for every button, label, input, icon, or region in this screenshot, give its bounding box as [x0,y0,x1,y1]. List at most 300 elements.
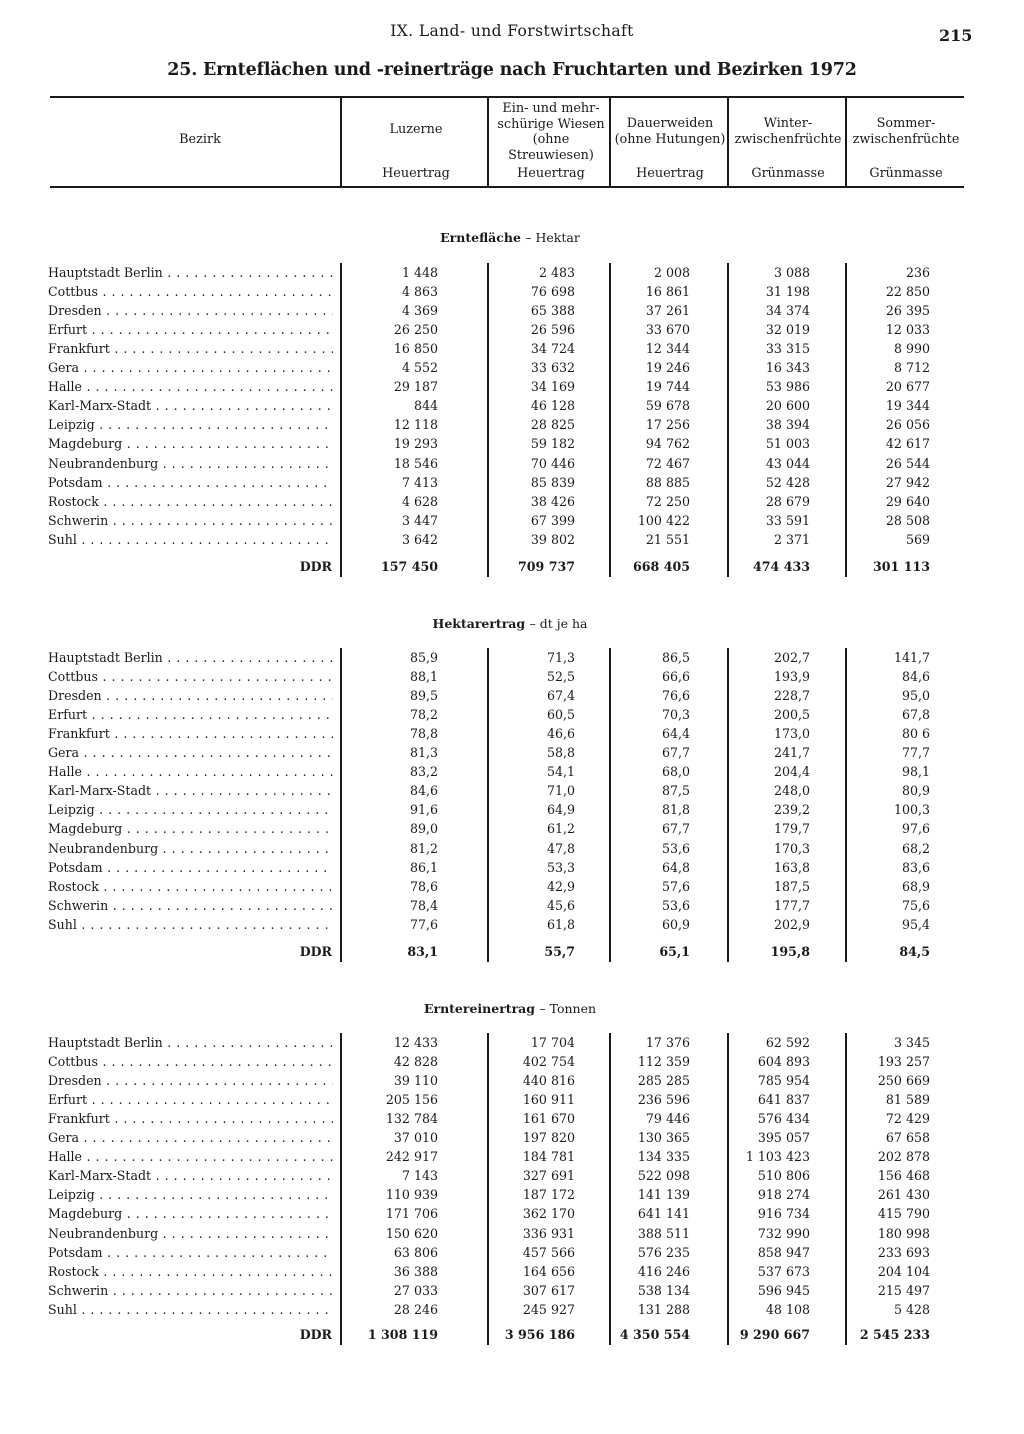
table-cell: 89,5 [409,688,438,704]
table-cell: 78,2 [409,707,438,723]
row-label-bezirk: Hauptstadt Berlin . . . [48,1035,333,1050]
table-cell: 916 734 [757,1206,810,1222]
row-label-bezirk: Karl-Marx-Stadt . . . [48,783,333,798]
table-cell: 732 990 [757,1225,810,1241]
table-cell: 72 429 [885,1111,930,1127]
table-cell: 60,5 [546,707,575,723]
table-cell: 31 198 [765,284,810,300]
row-label-bezirk: Hauptstadt Berlin . . . [48,265,333,280]
row-label-bezirk: Suhl . . . [48,532,333,547]
table-cell: 3 345 [893,1035,930,1050]
table-cell: 39 802 [530,531,575,547]
table-cell: 205 156 [385,1092,438,1108]
row-label-bezirk: Rostock . . . [48,879,333,894]
page-number: 215 [939,26,973,45]
table-cell: 16 861 [645,284,690,300]
table-cell: 88,1 [409,669,438,685]
table-cell: 5 428 [893,1301,930,1317]
table-cell: 86,5 [661,650,690,665]
table-cell: 197 820 [522,1130,575,1146]
total-cell: 668 405 [633,559,690,574]
table-cell: 67 399 [530,512,575,528]
table-cell: 33 591 [765,512,810,528]
total-cell: 2 545 233 [859,1327,930,1342]
table-cell: 68,2 [901,840,930,856]
table-row [0,745,1024,764]
table-cell: 141 139 [637,1187,690,1203]
table-row [0,284,1024,303]
table-cell: 61,8 [546,916,575,932]
table-cell: 242 917 [385,1149,438,1165]
total-row [0,559,1024,578]
table-cell: 388 511 [637,1225,690,1241]
table-cell: 71,3 [546,650,575,665]
table-row [0,1111,1024,1130]
table-row [0,379,1024,398]
col-header-dauerweiden-line1: Dauerweiden [626,116,714,131]
col-header-wiesen [490,101,612,163]
row-label-bezirk: Frankfurt . . . [48,1111,333,1126]
table-cell: 81,2 [409,840,438,856]
table-row [0,398,1024,417]
table-row [0,707,1024,726]
table-cell: 187 172 [522,1187,575,1203]
table-cell: 576 434 [757,1111,810,1127]
table-cell: 42 828 [393,1054,438,1070]
table-cell: 858 947 [757,1244,810,1260]
table-cell: 78,6 [409,878,438,894]
table-cell: 80,9 [901,783,930,799]
table-cell: 77,6 [409,916,438,932]
col-header-sommer [848,116,964,147]
row-label-bezirk: Karl-Marx-Stadt . . . [48,1168,333,1183]
table-cell: 70,3 [661,707,690,723]
table-cell: 85,9 [409,650,438,665]
table-cell: 77,7 [901,745,930,761]
col-header-winter-line2: zwischenfrüchte [734,131,842,147]
row-label-bezirk: Potsdam . . . [48,475,333,490]
table-row [0,1226,1024,1245]
total-row [0,1327,1024,1346]
table-cell: 34 724 [530,341,575,357]
table-cell: 4 863 [401,284,438,300]
col-header-bezirk: Bezirk [179,132,221,147]
header-column-rule [340,98,342,186]
row-label-bezirk: Dresden . . . [48,1073,333,1088]
section-title-text: Hektarertrag [432,616,526,631]
table-cell: 34 169 [530,379,575,395]
table-row [0,360,1024,379]
table-row [0,436,1024,455]
table-cell: 88 885 [645,474,690,490]
row-label-bezirk: Halle . . . [48,1149,333,1164]
table-cell: 4 369 [401,303,438,319]
table-cell: 86,1 [409,859,438,875]
row-label-bezirk: Leipzig . . . [48,1187,333,1202]
header-bottom-rule [50,186,964,188]
section-title [340,230,680,245]
table-cell: 641 837 [757,1092,810,1108]
table-cell: 250 669 [877,1073,930,1089]
row-label-bezirk: Magdeburg . . . [48,436,333,451]
row-label-bezirk: Dresden . . . [48,688,333,703]
section-title-text: Erntereinertrag [423,1001,535,1016]
total-cell: 474 433 [753,559,810,574]
table-cell: 537 673 [757,1263,810,1279]
table-cell: 26 596 [530,322,575,338]
table-cell: 285 285 [637,1073,690,1089]
table-row [0,417,1024,436]
row-label-bezirk: Potsdam . . . [48,860,333,875]
row-label-bezirk: Hauptstadt Berlin . . . [48,650,333,665]
table-cell: 89,0 [409,821,438,837]
table-cell: 233 693 [877,1244,930,1260]
section-unit: – Hektar [525,230,580,245]
table-cell: 131 288 [637,1301,690,1317]
total-cell: 195,8 [770,944,810,959]
header-column-rule [487,98,489,186]
row-label-bezirk: Frankfurt . . . [48,341,333,356]
row-label-bezirk: Erfurt . . . [48,1092,333,1107]
row-label-bezirk: Cottbus . . . [48,669,333,684]
table-row [0,303,1024,322]
table-cell: 28 246 [393,1301,438,1317]
table-cell: 8 712 [893,360,930,376]
table-cell: 51 003 [765,436,810,452]
table-cell: 4 552 [401,360,438,376]
table-cell: 57,6 [661,878,690,894]
table-cell: 510 806 [757,1168,810,1184]
table-cell: 26 544 [885,455,930,471]
table-cell: 179,7 [773,821,810,837]
table-cell: 53,3 [546,859,575,875]
table-cell: 52,5 [546,669,575,685]
table-row [0,1283,1024,1302]
table-cell: 12 118 [393,417,438,433]
table-cell: 39 110 [393,1073,438,1089]
table-cell: 248,0 [773,783,810,799]
row-label-bezirk: Dresden . . . [48,303,333,318]
table-cell: 134 335 [637,1149,690,1165]
table-cell: 67,8 [901,707,930,723]
table-cell: 16 343 [765,360,810,376]
section-title-text: Erntefläche [440,230,521,245]
header-column-rule [845,98,847,186]
row-label-bezirk: Halle . . . [48,379,333,394]
col-header-wiesen-line1: Ein- und mehr- [502,101,600,116]
table-row [0,917,1024,936]
table-cell: 33 670 [645,322,690,338]
table-row [0,1073,1024,1092]
table-cell: 53,6 [661,897,690,913]
total-cell: 84,5 [899,944,930,959]
table-cell: 150 620 [385,1225,438,1241]
col-header-winter-line1: Winter- [763,116,813,131]
table-cell: 4 628 [401,493,438,509]
table-cell: 59 182 [530,436,575,452]
col-header-dauerweiden-line2: (ohne Hutungen) [614,131,726,147]
table-cell: 19 744 [645,379,690,395]
table-cell: 236 [905,265,930,280]
chapter-heading: IX. Land- und Forstwirtschaft [390,22,634,40]
table-cell: 17 256 [645,417,690,433]
table-row [0,879,1024,898]
row-label-bezirk: Cottbus . . . [48,1054,333,1069]
table-cell: 37 010 [393,1130,438,1146]
row-label-bezirk: Magdeburg . . . [48,1206,333,1221]
table-title: 25. Ernteflächen und -reinerträge nach Fruchtarten und Bezirken 1972 [167,60,857,80]
table-cell: 12 033 [885,322,930,338]
table-cell: 97,6 [901,821,930,837]
table-cell: 65 388 [530,303,575,319]
table-cell: 7 143 [401,1168,438,1184]
section-unit: – dt je ha [529,616,588,631]
section-title [340,616,680,631]
table-cell: 29 640 [885,493,930,509]
table-cell: 844 [413,398,438,414]
table-cell: 28 679 [765,493,810,509]
table-cell: 141,7 [893,650,930,665]
table-row [0,532,1024,551]
row-label-bezirk: Suhl . . . [48,1302,333,1317]
unit-dauerweiden: Heuertrag [636,166,704,181]
table-cell: 38 426 [530,493,575,509]
table-cell: 1 448 [401,265,438,280]
table-cell: 81,8 [661,802,690,818]
table-cell: 193,9 [773,669,810,685]
table-cell: 83,2 [409,764,438,780]
total-cell: 4 350 554 [619,1327,690,1342]
table-cell: 156 468 [877,1168,930,1184]
table-cell: 641 141 [637,1206,690,1222]
table-cell: 1 103 423 [745,1149,810,1165]
col-header-sommer-line2: zwischenfrüchte [852,131,960,147]
table-row [0,513,1024,532]
table-cell: 61,2 [546,821,575,837]
table-cell: 12 433 [393,1035,438,1050]
table-cell: 19 344 [885,398,930,414]
row-label-bezirk: Potsdam . . . [48,1245,333,1260]
table-row [0,726,1024,745]
table-cell: 81,3 [409,745,438,761]
table-cell: 8 990 [893,341,930,357]
table-row [0,1187,1024,1206]
table-row [0,1168,1024,1187]
table-cell: 94 762 [645,436,690,452]
table-cell: 26 395 [885,303,930,319]
table-cell: 83,6 [901,859,930,875]
table-cell: 241,7 [773,745,810,761]
table-cell: 402 754 [522,1054,575,1070]
col-header-dauerweiden [612,116,728,147]
table-cell: 46 128 [530,398,575,414]
table-cell: 204 104 [877,1263,930,1279]
table-cell: 95,0 [901,688,930,704]
table-cell: 63 806 [393,1244,438,1260]
row-label-bezirk: Halle . . . [48,764,333,779]
table-cell: 29 187 [393,379,438,395]
table-cell: 576 235 [637,1244,690,1260]
table-cell: 76 698 [530,284,575,300]
total-label: DDR [299,559,332,574]
table-cell: 2 371 [773,531,810,547]
table-cell: 918 274 [757,1187,810,1203]
table-cell: 27 942 [885,474,930,490]
table-cell: 17 704 [530,1035,575,1050]
table-row [0,1245,1024,1264]
table-cell: 78,8 [409,726,438,742]
table-cell: 2 483 [538,265,575,280]
table-cell: 98,1 [901,764,930,780]
row-label-bezirk: Rostock . . . [48,494,333,509]
table-cell: 110 939 [385,1187,438,1203]
row-label-bezirk: Schwerin . . . [48,513,333,528]
row-label-bezirk: Gera . . . [48,745,333,760]
table-row [0,341,1024,360]
total-cell: 65,1 [659,944,690,959]
unit-wiesen: Heuertrag [517,166,585,181]
table-cell: 67 658 [885,1130,930,1146]
col-header-wiesen-line2: schürige Wiesen [497,116,605,132]
row-label-bezirk: Neubrandenburg . . . [48,1226,333,1241]
table-row [0,1149,1024,1168]
total-cell: 9 290 667 [739,1327,810,1342]
table-cell: 72 467 [645,455,690,471]
table-row [0,1264,1024,1283]
table-cell: 64,8 [661,859,690,875]
section-unit: – Tonnen [539,1001,597,1016]
table-cell: 245 927 [522,1301,575,1317]
col-header-wiesen-line4: Streuwiesen) [508,147,594,163]
table-cell: 161 670 [522,1111,575,1127]
col-header-wiesen-line3: (ohne [532,132,570,147]
table-cell: 27 033 [393,1282,438,1298]
total-cell: 1 308 119 [367,1327,438,1342]
table-cell: 42,9 [546,878,575,894]
table-row [0,802,1024,821]
table-cell: 171 706 [385,1206,438,1222]
table-cell: 416 246 [637,1263,690,1279]
table-cell: 54,1 [546,764,575,780]
table-cell: 53 986 [765,379,810,395]
row-label-bezirk: Gera . . . [48,360,333,375]
table-row [0,898,1024,917]
row-label-bezirk: Magdeburg . . . [48,821,333,836]
row-label-bezirk: Leipzig . . . [48,802,333,817]
table-cell: 18 546 [393,455,438,471]
table-cell: 71,0 [546,783,575,799]
table-row [0,669,1024,688]
table-row [0,650,1024,669]
unit-winter: Grünmasse [751,166,825,181]
row-label-bezirk: Schwerin . . . [48,898,333,913]
table-cell: 68,0 [661,764,690,780]
table-cell: 7 413 [401,474,438,490]
table-cell: 47,8 [546,840,575,856]
table-row [0,1130,1024,1149]
table-cell: 112 359 [637,1054,690,1070]
table-cell: 202,7 [773,650,810,665]
table-row [0,1054,1024,1073]
table-cell: 604 893 [757,1054,810,1070]
table-cell: 38 394 [765,417,810,433]
table-cell: 164 656 [522,1263,575,1279]
header-column-rule [727,98,729,186]
table-cell: 415 790 [877,1206,930,1222]
table-row [0,688,1024,707]
unit-luzerne: Heuertrag [382,166,450,181]
total-cell: 55,7 [544,944,575,959]
table-cell: 36 388 [393,1263,438,1279]
table-cell: 173,0 [773,726,810,742]
row-label-bezirk: Neubrandenburg . . . [48,841,333,856]
table-cell: 239,2 [773,802,810,818]
table-cell: 202,9 [773,916,810,932]
total-cell: 3 956 186 [504,1327,575,1342]
table-cell: 59 678 [645,398,690,414]
table-cell: 28 825 [530,417,575,433]
table-cell: 42 617 [885,436,930,452]
table-cell: 170,3 [773,840,810,856]
table-cell: 60,9 [661,916,690,932]
table-cell: 58,8 [546,745,575,761]
table-row [0,841,1024,860]
section-title [340,1001,680,1016]
total-cell: 301 113 [873,559,930,574]
table-cell: 132 784 [385,1111,438,1127]
table-cell: 163,8 [773,859,810,875]
table-cell: 81 589 [885,1092,930,1108]
table-cell: 37 261 [645,303,690,319]
header-column-rule [609,98,611,186]
row-label-bezirk: Schwerin . . . [48,1283,333,1298]
table-cell: 160 911 [522,1092,575,1108]
table-row [0,764,1024,783]
table-row [0,860,1024,879]
table-cell: 53,6 [661,840,690,856]
table-cell: 522 098 [637,1168,690,1184]
table-cell: 204,4 [773,764,810,780]
total-label: DDR [299,1327,332,1342]
row-label-bezirk: Suhl . . . [48,917,333,932]
table-cell: 569 [905,531,930,547]
row-label-bezirk: Leipzig . . . [48,417,333,432]
table-cell: 19 246 [645,360,690,376]
table-cell: 45,6 [546,897,575,913]
table-cell: 80 6 [901,726,930,742]
table-row [0,821,1024,840]
table-cell: 2 008 [653,265,690,280]
table-cell: 336 931 [522,1225,575,1241]
table-cell: 67,7 [661,745,690,761]
table-cell: 26 250 [393,322,438,338]
table-row [0,456,1024,475]
total-cell: 709 737 [518,559,575,574]
table-cell: 52 428 [765,474,810,490]
table-cell: 64,4 [661,726,690,742]
table-cell: 187,5 [773,878,810,894]
row-label-bezirk: Erfurt . . . [48,322,333,337]
table-cell: 21 551 [645,531,690,547]
table-cell: 12 344 [645,341,690,357]
table-row [0,322,1024,341]
table-cell: 75,6 [901,897,930,913]
table-cell: 177,7 [773,897,810,913]
table-cell: 180 998 [877,1225,930,1241]
row-label-bezirk: Erfurt . . . [48,707,333,722]
table-cell: 46,6 [546,726,575,742]
table-cell: 193 257 [877,1054,930,1070]
